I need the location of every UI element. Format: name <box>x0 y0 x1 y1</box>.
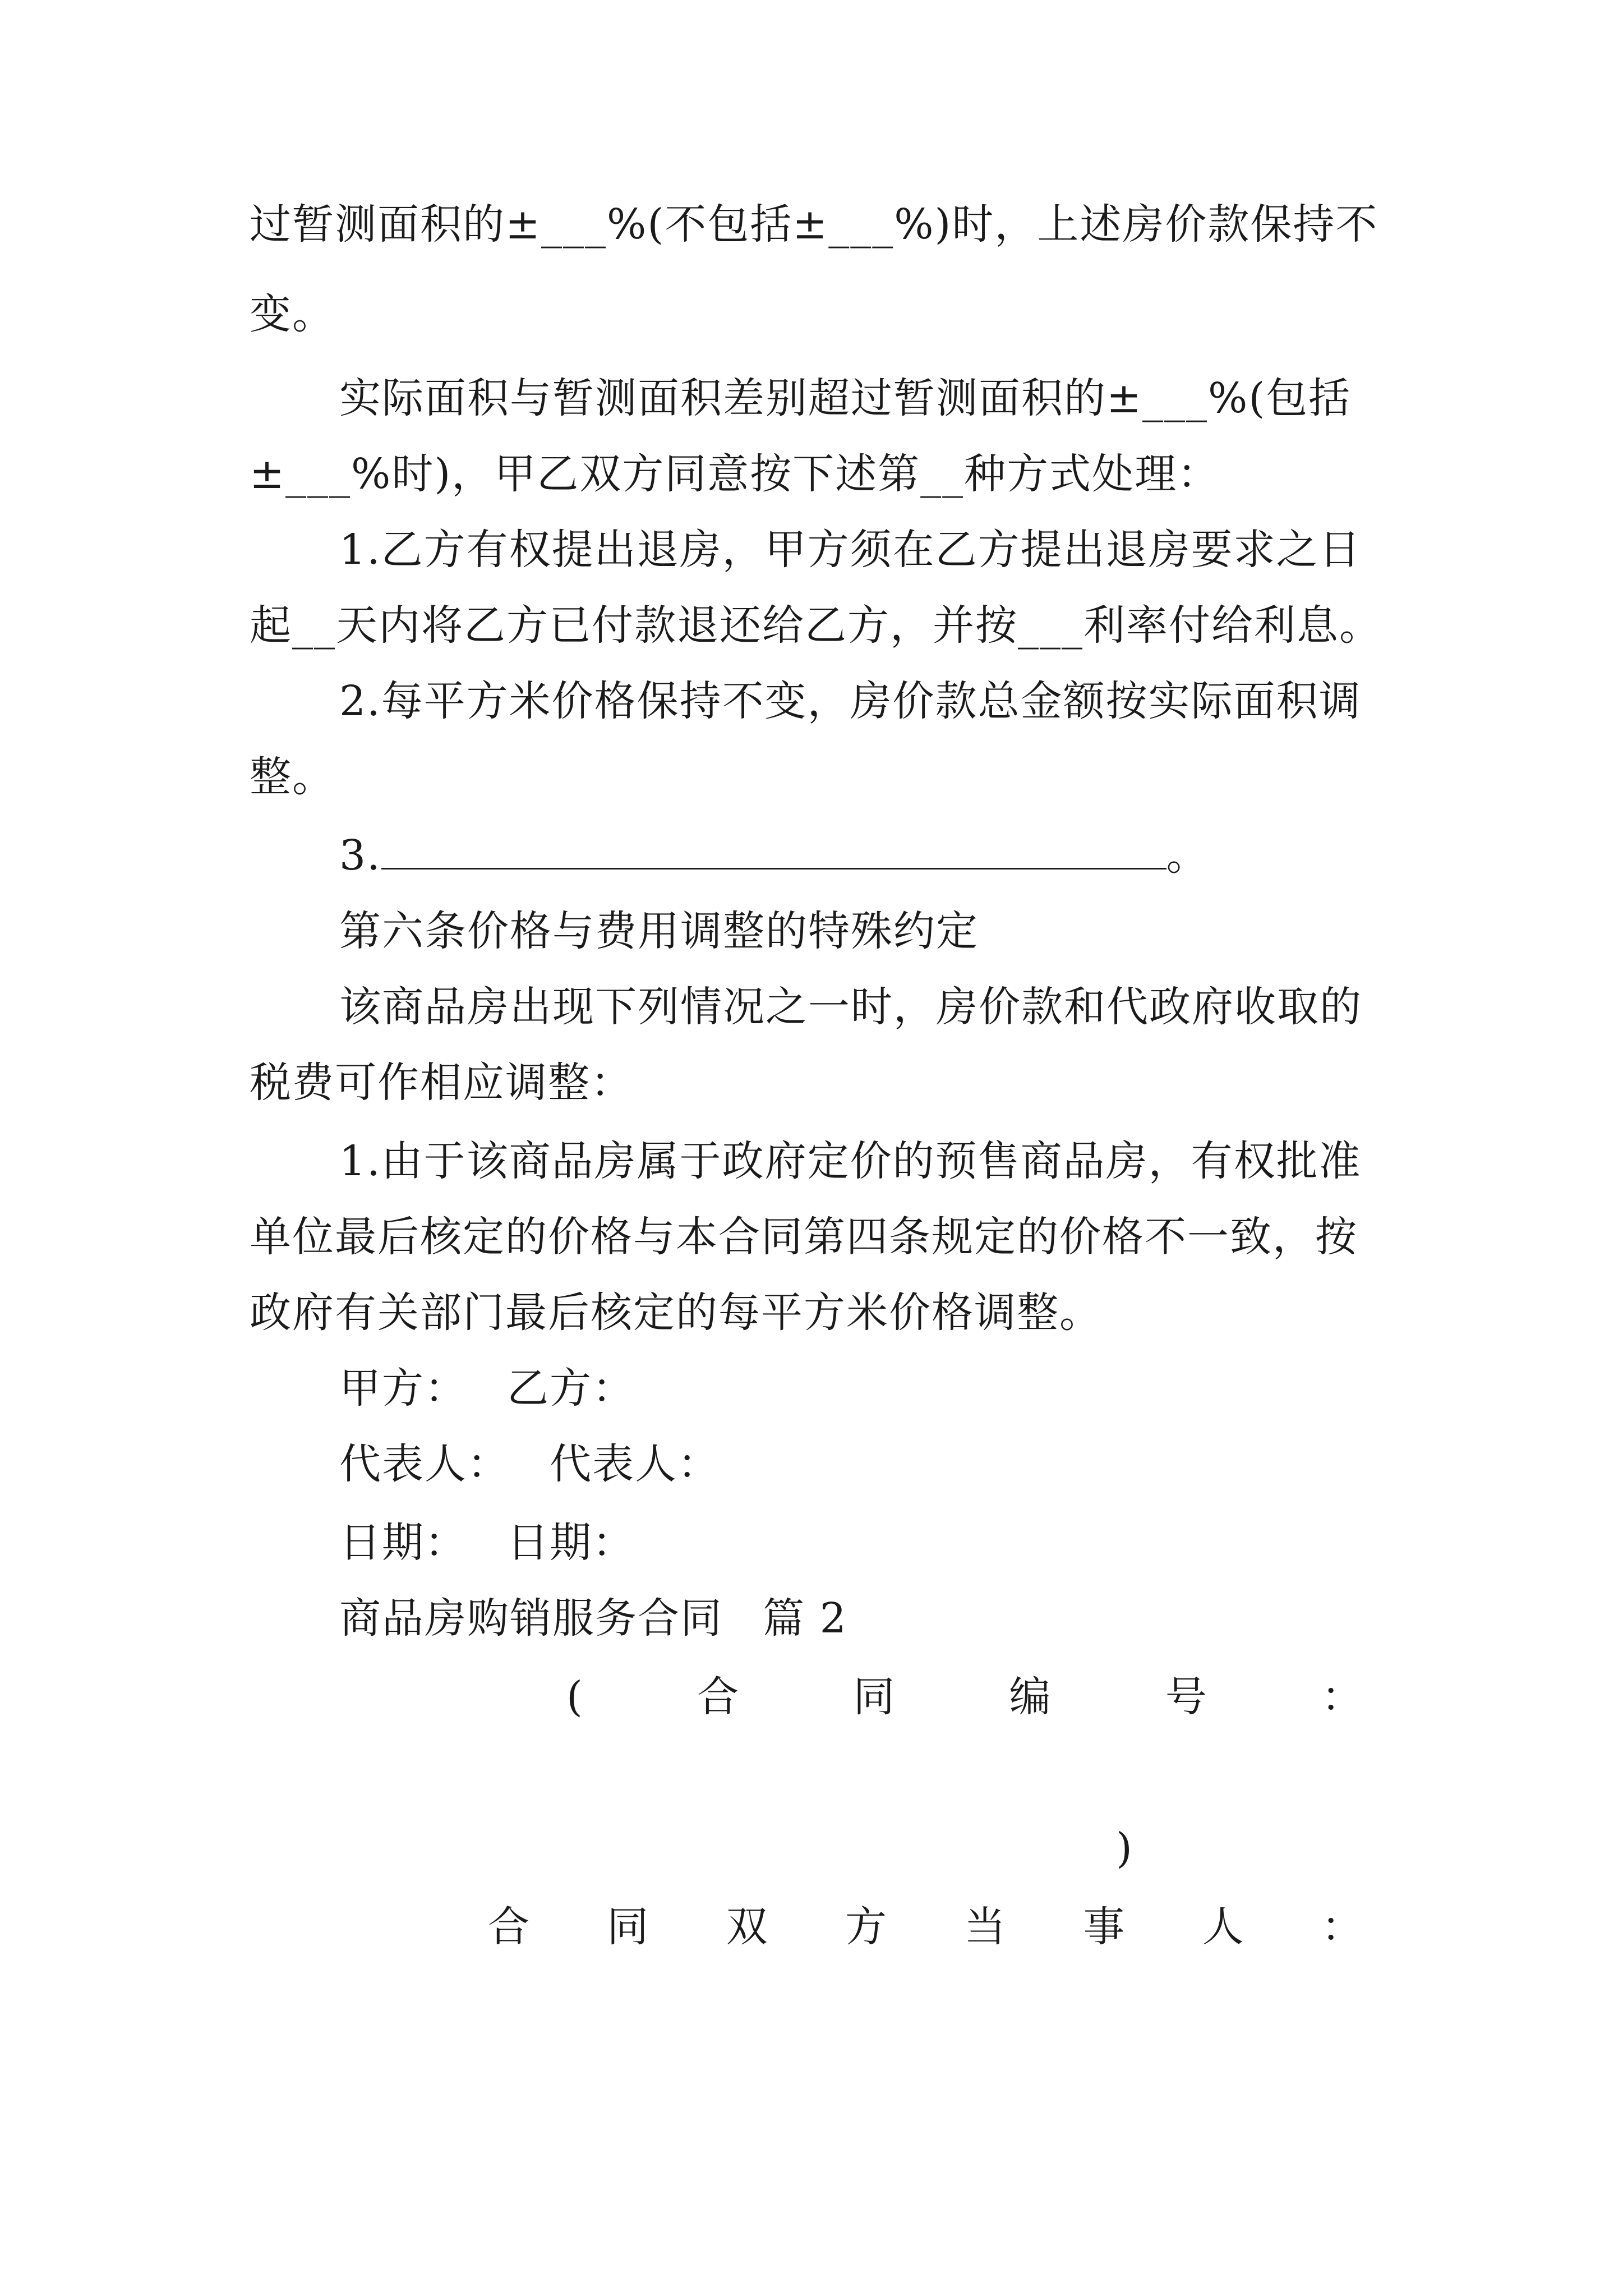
contract-number-char: ： <box>1321 1673 1363 1721</box>
contract-number-char: 号 <box>1165 1673 1207 1721</box>
contract-parties-char: ： <box>1321 1903 1363 1951</box>
contract-number-char: 编 <box>1009 1673 1051 1721</box>
fill-in-blank <box>381 829 1166 869</box>
paragraph-line: 起__天内将乙方已付款退还给乙方，并按___利率付给利息。 <box>250 601 1382 650</box>
contract-number-char: ( <box>566 1673 583 1721</box>
paragraph-line: 政府有关部门最后核定的每平方米价格调整。 <box>250 1289 1102 1337</box>
paragraph-line: 该商品房出现下列情况之一时，房价款和代政府收取的 <box>339 983 1362 1031</box>
rep-a-label: 代表人： <box>339 1440 510 1488</box>
contract-parties-line <box>488 1899 1363 1955</box>
paragraph-line: 单位最后核定的价格与本合同第四条规定的价格不一致，按 <box>250 1213 1358 1261</box>
period: 。 <box>1166 831 1209 880</box>
contract-number-char: 同 <box>853 1673 895 1721</box>
signature-line <box>339 1436 1382 1492</box>
paragraph-line: 1.由于该商品房属于政府定价的预售商品房，有权批准 <box>339 1137 1362 1185</box>
signature-line <box>339 1515 1382 1571</box>
contract-number-close: ) <box>1116 1824 1133 1872</box>
contract-parties-char: 事 <box>1083 1903 1125 1951</box>
date-b-label: 日期： <box>507 1519 635 1567</box>
rep-b-label: 代表人： <box>550 1440 721 1488</box>
paragraph-line: 变。 <box>250 290 335 338</box>
contract-parties-char: 方 <box>845 1903 887 1951</box>
paragraph-line: 过暂测面积的±___%(不包括±___%)时，上述房价款保持不 <box>250 200 1378 249</box>
contract-number-line <box>566 1669 1363 1725</box>
contract-parties-char: 当 <box>964 1903 1006 1951</box>
paragraph-line: 2.每平方米价格保持不变，房价款总金额按实际面积调 <box>339 677 1362 725</box>
section-title-text: 商品房购销服务合同 <box>339 1594 723 1642</box>
signature-line <box>339 1360 1382 1416</box>
paragraph-line: ±___%时)，甲乙双方同意按下述第__种方式处理： <box>250 450 1220 498</box>
paragraph-line: 1.乙方有权提出退房，甲方须在乙方提出退房要求之日 <box>339 526 1362 574</box>
contract-parties-char: 同 <box>607 1903 649 1951</box>
contract-parties-char: 合 <box>488 1903 529 1951</box>
party-b-label: 乙方： <box>507 1364 635 1412</box>
article-heading: 第六条价格与费用调整的特殊约定 <box>339 907 979 955</box>
paragraph-line: 实际面积与暂测面积差别超过暂测面积的±___%(包括 <box>339 374 1352 422</box>
contract-parties-char: 人 <box>1202 1903 1244 1951</box>
item-number: 3. <box>339 831 381 880</box>
section-part-label: 篇 2 <box>763 1594 847 1642</box>
paragraph-line: 税费可作相应调整： <box>250 1059 633 1107</box>
paragraph-line <box>339 827 1382 884</box>
contract-parties-char: 双 <box>726 1903 768 1951</box>
date-a-label: 日期： <box>339 1519 467 1567</box>
contract-number-char: 合 <box>697 1673 739 1721</box>
party-a-label: 甲方： <box>339 1364 467 1412</box>
section-title <box>339 1590 1382 1646</box>
paragraph-line: 整。 <box>250 753 335 801</box>
